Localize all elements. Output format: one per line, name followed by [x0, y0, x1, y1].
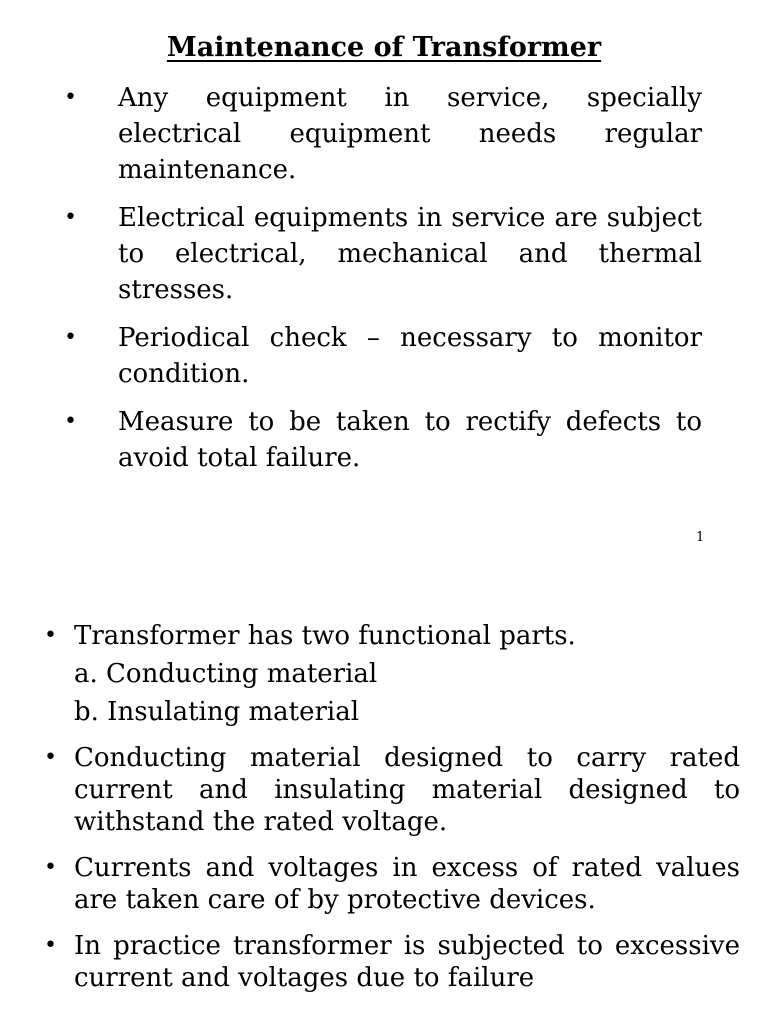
bullet-text: Electrical equipments in service are subject to electrical, mechanical and thermal stresses. — [118, 203, 702, 305]
bullet-item — [0, 742, 740, 838]
bullet-icon: • — [64, 205, 77, 230]
slide-title: Maintenance of Transformer — [166, 32, 602, 63]
bullet-icon: • — [44, 623, 57, 648]
bullet-item — [0, 80, 702, 188]
bullet-item — [0, 200, 702, 308]
sub-item: a. Conducting material — [74, 659, 378, 689]
bullet-item — [0, 320, 702, 392]
bullet-icon: • — [44, 933, 57, 958]
bullet-icon: • — [44, 745, 57, 770]
bullet-item — [0, 404, 702, 476]
bullet-text: Transformer has two functional parts. — [74, 621, 576, 651]
sub-item: b. Insulating material — [74, 697, 360, 727]
slide-2 — [0, 620, 768, 1024]
bullet-icon: • — [64, 85, 77, 110]
bullet-text: Conducting material designed to carry rated current and insulating material designed to withstand the rated voltage. — [74, 743, 740, 837]
page-number: 1 — [696, 530, 705, 545]
bullet-item — [0, 852, 740, 916]
bullet-text: Measure to be taken to rectify defects to avoid total failure. — [118, 407, 702, 473]
bullet-icon: • — [64, 325, 77, 350]
bullet-icon: • — [64, 409, 77, 434]
bullet-text: In practice transformer is subjected to excessive current and voltages due to failure — [74, 931, 740, 993]
bullet-text: Any equipment in service, specially electrical equipment needs regular maintenance. — [118, 83, 702, 185]
bullet-item — [0, 620, 740, 728]
slide-2-bullet-list — [0, 620, 768, 994]
bullet-text: Currents and voltages in excess of rated values are taken care of by protective devices. — [74, 853, 740, 915]
bullet-text: Periodical check – necessary to monitor condition. — [118, 323, 702, 389]
slide-1-bullet-list — [0, 80, 768, 488]
bullet-item — [0, 930, 740, 994]
bullet-icon: • — [44, 855, 57, 880]
